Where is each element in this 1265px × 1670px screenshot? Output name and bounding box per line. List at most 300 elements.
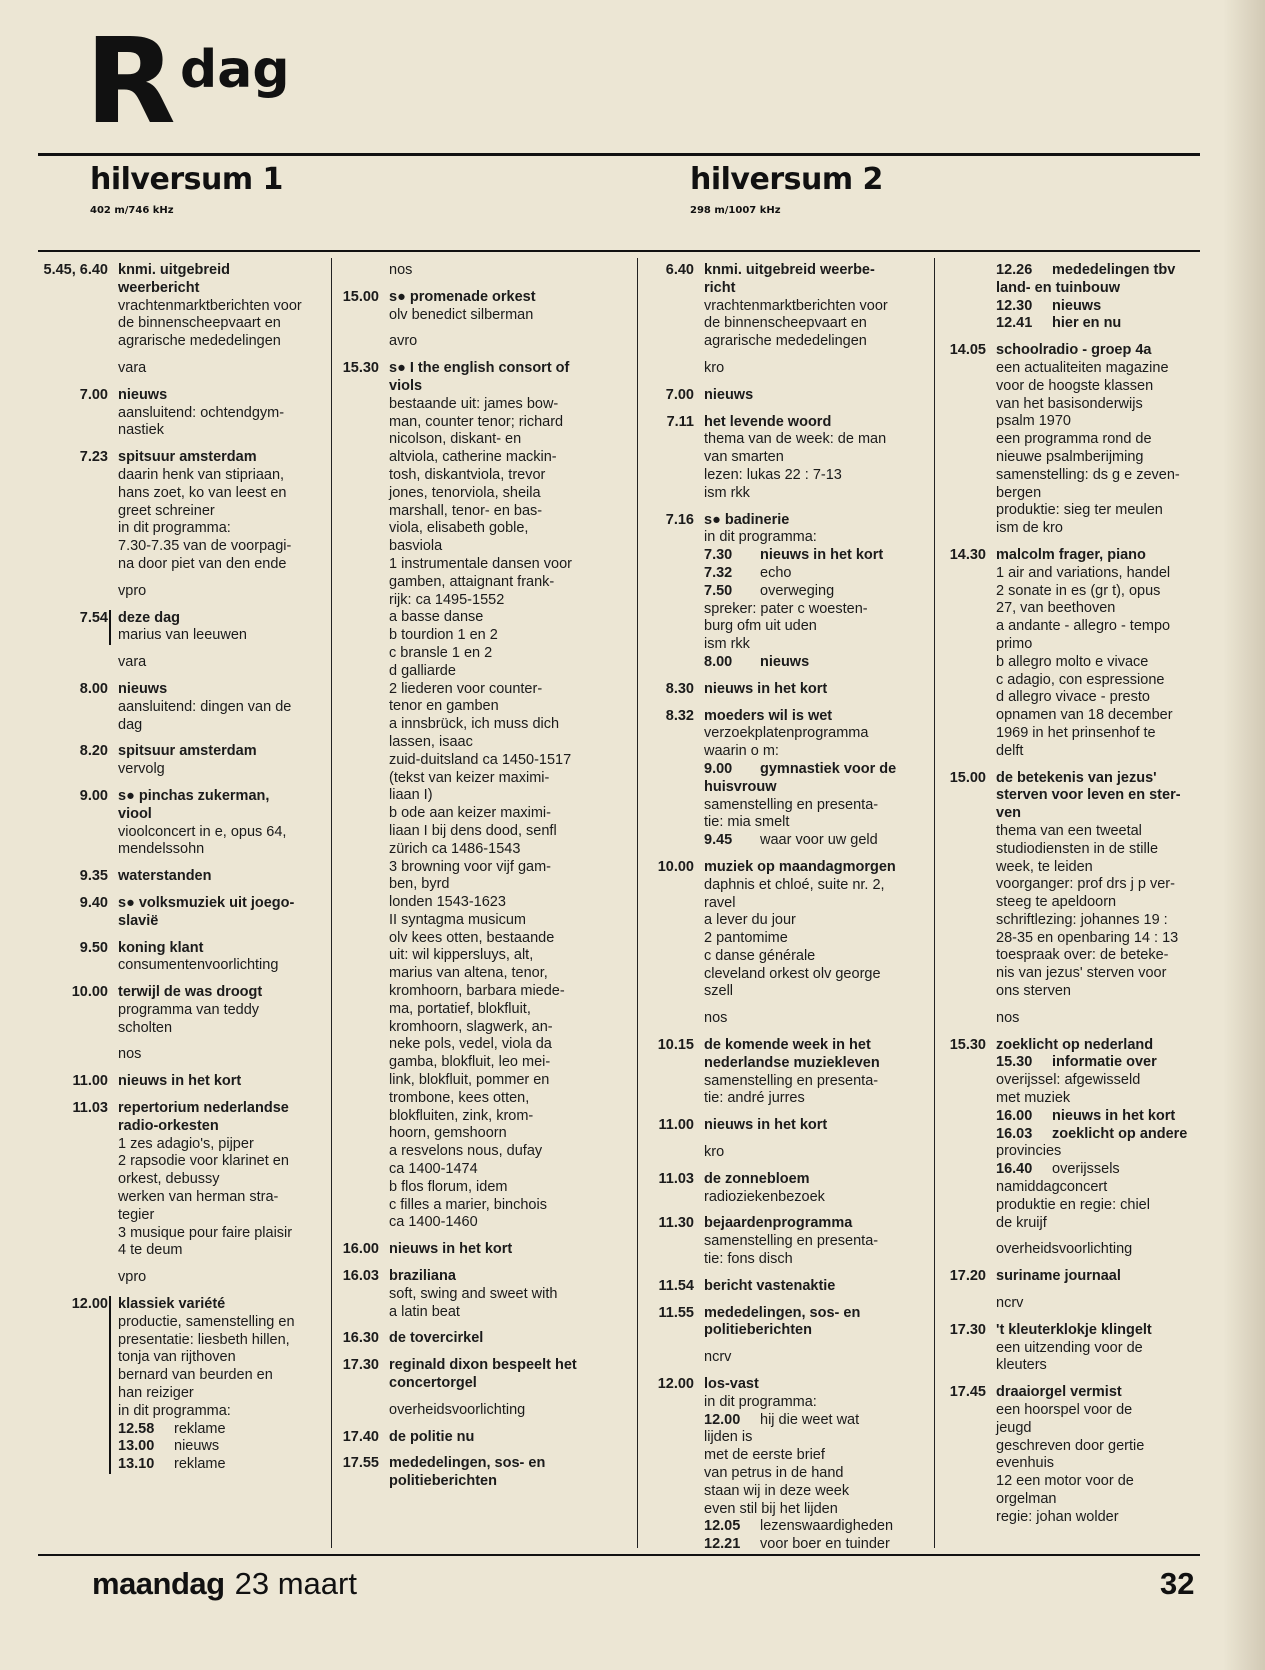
program-body xyxy=(118,984,323,1037)
program-detail: in dit programma: xyxy=(118,520,231,537)
program-detail: c danse générale xyxy=(704,947,816,964)
program-entry xyxy=(329,333,629,351)
program-body xyxy=(118,1073,323,1091)
program-time: 11.54 xyxy=(658,1277,694,1294)
program-title: richt xyxy=(704,279,736,296)
program-detail: huisvrouw xyxy=(704,778,777,795)
sub-program-title: hij die weet wat xyxy=(760,1411,860,1428)
program-time: 7.00 xyxy=(665,386,694,403)
program-detail: samenstelling en presenta- xyxy=(704,796,879,813)
schedule-column-hilversum2-b xyxy=(931,262,1211,1527)
program-body xyxy=(389,1241,629,1259)
program-body xyxy=(118,387,323,440)
program-time: 14.30 xyxy=(949,546,986,563)
program-entry xyxy=(622,1305,928,1341)
program-detail: vara xyxy=(118,359,147,376)
program-time: 9.35 xyxy=(79,868,108,885)
program-title: ven xyxy=(996,805,1021,822)
station-header-2 xyxy=(690,162,883,216)
program-detail: 3 musique pour faire plaisir xyxy=(118,1224,293,1241)
program-detail: 2 pantomime xyxy=(704,930,788,947)
program-detail: (tekst van keizer maximi- xyxy=(389,769,550,786)
program-detail: even stil bij het lijden xyxy=(704,1500,838,1517)
program-detail: lijden is xyxy=(704,1429,753,1446)
program-time: 8.00 xyxy=(79,680,108,697)
sub-program-title: echo xyxy=(760,564,792,581)
program-detail: 12 een motor voor de xyxy=(996,1473,1134,1490)
program-time: 15.00 xyxy=(949,769,986,786)
sub-program xyxy=(996,1161,1211,1179)
program-detail: primo xyxy=(996,635,1033,652)
sub-program-title: nieuws xyxy=(174,1438,220,1455)
program-body xyxy=(118,583,323,601)
program-detail: mendelssohn xyxy=(118,841,205,858)
program-title: de zonnebloem xyxy=(704,1170,810,1187)
program-detail: orkest, debussy xyxy=(118,1171,220,1188)
program-detail: b ode aan keizer maximi- xyxy=(389,805,551,822)
program-detail: overheidsvoorlichting xyxy=(996,1241,1133,1258)
program-body xyxy=(118,743,323,779)
program-title: nederlandse muziekleven xyxy=(704,1054,880,1071)
program-detail: nos xyxy=(704,1010,728,1027)
program-title: draaiorgel vermist xyxy=(996,1384,1122,1401)
program-detail: tie: andré jurres xyxy=(704,1090,805,1107)
program-entry xyxy=(931,1322,1211,1375)
program-detail: scholten xyxy=(118,1019,173,1036)
sub-program-time: 8.00 xyxy=(704,653,733,670)
program-title: koning klant xyxy=(118,939,204,956)
program-detail: toespraak over: de beteke- xyxy=(996,947,1169,964)
program-detail: hans zoet, ko van leest en xyxy=(118,484,287,501)
program-detail: verzoekplatenprogramma xyxy=(704,725,869,742)
program-detail: ravel xyxy=(704,894,736,911)
program-entry xyxy=(329,289,629,325)
program-detail: a basse danse xyxy=(389,609,484,626)
program-body xyxy=(704,1171,928,1207)
program-time: 11.00 xyxy=(72,1073,108,1090)
program-body xyxy=(118,1046,323,1064)
program-detail: szell xyxy=(704,983,734,1000)
program-detail: ca 1400-1460 xyxy=(389,1214,478,1231)
program-entry xyxy=(622,414,928,503)
program-entry xyxy=(622,1376,928,1554)
program-body xyxy=(996,1037,1211,1233)
program-body xyxy=(704,360,928,378)
program-title: zoeklicht op nederland xyxy=(996,1036,1154,1053)
program-body xyxy=(389,1330,629,1348)
sub-program-time: 7.32 xyxy=(704,564,733,581)
program-detail: tegier xyxy=(118,1206,155,1223)
program-time: 7.11 xyxy=(666,413,694,430)
program-entry xyxy=(36,654,323,672)
program-detail: 28-35 en openbaring 14 : 13 xyxy=(996,929,1179,946)
program-detail: 3 browning voor vijf gam- xyxy=(389,858,551,875)
program-body xyxy=(118,262,323,351)
program-entry xyxy=(36,743,323,779)
sub-program-time: 16.03 xyxy=(996,1125,1033,1142)
program-detail: lassen, isaac xyxy=(389,733,473,750)
program-entry xyxy=(36,1100,323,1260)
program-entry xyxy=(931,262,1211,333)
program-entry xyxy=(329,1268,629,1321)
program-body xyxy=(389,360,629,1232)
program-entry xyxy=(931,547,1211,761)
program-detail: basviola xyxy=(389,538,443,555)
program-title: s● I the english consort of xyxy=(389,360,570,377)
program-title: bejaardenprogramma xyxy=(704,1215,853,1232)
program-detail: nastiek xyxy=(118,422,164,439)
section-rule xyxy=(38,250,1200,252)
program-detail: radioziekenbezoek xyxy=(704,1188,825,1205)
program-detail: de binnenscheepvaart en xyxy=(704,315,867,332)
sub-program-time: 12.00 xyxy=(704,1411,741,1428)
program-detail: in dit programma: xyxy=(118,1402,231,1419)
sub-program-title: hier en nu xyxy=(1052,315,1122,332)
program-title: weerbericht xyxy=(118,279,200,296)
program-time: 14.05 xyxy=(949,342,986,359)
program-detail: 2 sonate in es (gr t), opus xyxy=(996,582,1161,599)
program-time: 11.03 xyxy=(72,1100,108,1117)
program-entry xyxy=(622,1037,928,1108)
program-detail: week, te leiden xyxy=(996,858,1093,875)
program-detail: van petrus in de hand xyxy=(704,1465,844,1482)
program-detail: met muziek xyxy=(996,1090,1071,1107)
program-entry xyxy=(931,1010,1211,1028)
program-detail: staan wij in deze week xyxy=(704,1482,850,1499)
program-detail: agrarische mededelingen xyxy=(704,333,867,350)
program-title: nieuws xyxy=(704,386,754,403)
program-detail: liaan I bij dens dood, senfl xyxy=(389,822,557,839)
program-time: 8.32 xyxy=(665,707,694,724)
program-entry xyxy=(931,1295,1211,1313)
program-entry xyxy=(36,681,323,734)
program-detail: ism rkk xyxy=(704,636,750,653)
program-detail: overheidsvoorlichting xyxy=(389,1401,526,1418)
program-title: s● volksmuziek uit joego- xyxy=(118,894,295,911)
program-title: de komende week in het xyxy=(704,1037,871,1054)
program-body xyxy=(118,654,323,672)
program-entry xyxy=(36,262,323,351)
logo-letter: R xyxy=(85,12,172,150)
program-detail: namiddagconcert xyxy=(996,1179,1108,1196)
program-detail: psalm 1970 xyxy=(996,413,1071,430)
program-detail: vpro xyxy=(118,1269,147,1286)
program-detail: ism de kro xyxy=(996,520,1063,537)
program-detail: van het basisonderwijs xyxy=(996,395,1143,412)
program-body xyxy=(389,1357,629,1393)
program-detail: a latin beat xyxy=(389,1303,460,1320)
program-detail: link, blokfluit, pommer en xyxy=(389,1072,550,1089)
program-detail: marshall, tenor- en bas- xyxy=(389,502,543,519)
program-body xyxy=(389,1268,629,1321)
program-title: viols xyxy=(389,377,423,394)
sub-program-time: 7.50 xyxy=(704,582,733,599)
program-detail: ben, byrd xyxy=(389,876,450,893)
program-title: de betekenis van jezus' xyxy=(996,769,1157,786)
program-detail: altviola, catherine mackin- xyxy=(389,449,557,466)
program-title: de tovercirkel xyxy=(389,1330,484,1347)
program-detail: een programma rond de xyxy=(996,431,1152,448)
footer-rule xyxy=(38,1554,1200,1556)
program-detail: programma van teddy xyxy=(118,1001,260,1018)
program-detail: 7.30-7.35 van de voorpagi- xyxy=(118,538,292,555)
sub-program-time: 16.40 xyxy=(996,1161,1033,1178)
program-detail: a innsbrück, ich muss dich xyxy=(389,716,560,733)
program-title: mededelingen, sos- en xyxy=(704,1304,861,1321)
program-detail: tosh, diskantviola, trevor xyxy=(389,466,546,483)
program-title: muziek op maandagmorgen xyxy=(704,858,896,875)
program-body xyxy=(389,333,629,351)
program-detail: land- en tuinbouw xyxy=(996,279,1121,296)
program-detail: kromhoorn, barbara miede- xyxy=(389,983,565,1000)
logo-word: dag xyxy=(180,40,290,100)
program-entry xyxy=(36,387,323,440)
sub-program xyxy=(704,1518,928,1536)
program-entry xyxy=(622,1171,928,1207)
program-detail: tie: fons disch xyxy=(704,1251,793,1268)
program-detail: c filles a marier, binchois xyxy=(389,1196,547,1213)
program-entry xyxy=(36,583,323,601)
program-title: suriname journaal xyxy=(996,1268,1121,1285)
program-body xyxy=(118,449,323,574)
program-entry xyxy=(36,788,323,859)
program-detail: II syntagma musicum xyxy=(389,911,526,928)
program-body xyxy=(704,859,928,1001)
program-detail: jones, tenorviola, sheila xyxy=(389,484,541,501)
sub-program xyxy=(704,1412,928,1430)
program-entry xyxy=(36,360,323,378)
program-entry xyxy=(931,1037,1211,1233)
program-entry xyxy=(36,1046,323,1064)
program-time: 9.00 xyxy=(79,787,108,804)
program-body xyxy=(704,1278,928,1296)
program-body xyxy=(389,1402,629,1420)
program-title: de politie nu xyxy=(389,1428,475,1445)
program-entry xyxy=(329,262,629,280)
sub-program-title: nieuws in het kort xyxy=(760,547,884,564)
schedule-column-hilversum1-a xyxy=(36,262,323,1474)
program-detail: voor de hoogste klassen xyxy=(996,377,1154,394)
program-detail: een uitzending voor de xyxy=(996,1339,1143,1356)
program-entry xyxy=(329,1241,629,1259)
program-detail: delft xyxy=(996,742,1024,759)
program-title: s● pinchas zukerman, xyxy=(118,787,270,804)
program-title: nieuws in het kort xyxy=(704,1117,828,1134)
program-body xyxy=(118,1269,323,1287)
program-detail: tie: mia smelt xyxy=(704,814,790,831)
program-detail: ons sterven xyxy=(996,983,1071,1000)
program-entry xyxy=(931,770,1211,1001)
sub-program-title: gymnastiek voor de xyxy=(760,760,897,777)
program-body xyxy=(996,547,1211,761)
program-detail: vrachtenmarktberichten voor xyxy=(118,297,302,314)
program-entry xyxy=(329,1455,629,1491)
sub-program-time: 12.58 xyxy=(118,1420,155,1437)
program-detail: geschreven door gertie xyxy=(996,1437,1145,1454)
program-title: politieberichten xyxy=(389,1473,497,1490)
program-detail: 27, van beethoven xyxy=(996,600,1116,617)
program-title: malcolm frager, piano xyxy=(996,546,1146,563)
program-detail: kro xyxy=(704,359,725,376)
program-body xyxy=(996,1384,1211,1526)
program-detail: evenhuis xyxy=(996,1455,1055,1472)
program-entry xyxy=(622,1010,928,1028)
sub-program xyxy=(118,1456,323,1474)
program-time: 5.45, 6.40 xyxy=(43,262,108,278)
program-detail: trombone, kees otten, xyxy=(389,1089,530,1106)
program-body xyxy=(109,610,323,646)
sub-program-title: reklame xyxy=(174,1456,226,1473)
program-body xyxy=(118,895,323,931)
program-body xyxy=(704,1349,928,1367)
program-detail: thema van een tweetal xyxy=(996,822,1142,839)
program-detail: regie: johan wolder xyxy=(996,1508,1119,1525)
program-entry xyxy=(622,708,928,850)
sub-program xyxy=(996,298,1211,316)
sub-program xyxy=(704,547,928,565)
program-entry xyxy=(36,868,323,886)
program-detail: voorganger: prof drs j p ver- xyxy=(996,876,1175,893)
program-detail: overijssel: afgewisseld xyxy=(996,1072,1141,1089)
program-body xyxy=(109,1296,323,1474)
sub-program xyxy=(704,565,928,583)
program-detail: avro xyxy=(389,333,418,350)
program-body xyxy=(389,1455,629,1491)
sub-program-time: 12.05 xyxy=(704,1518,741,1535)
program-detail: 2 rapsodie voor klarinet en xyxy=(118,1153,289,1170)
station-header-1 xyxy=(90,162,283,216)
program-detail: van smarten xyxy=(704,449,784,466)
program-detail: soft, swing and sweet with xyxy=(389,1285,558,1302)
sub-program-time: 9.00 xyxy=(704,760,733,777)
program-entry xyxy=(931,1268,1211,1286)
station-frequency: 298 m/1007 kHz xyxy=(690,205,781,216)
sub-program-title: reklame xyxy=(174,1420,226,1437)
program-title: knmi. uitgebreid weerbe- xyxy=(704,262,875,278)
program-body xyxy=(996,262,1211,333)
sub-program-time: 12.30 xyxy=(996,297,1033,314)
program-detail: bernard van beurden en xyxy=(118,1367,273,1384)
program-detail: viola, elisabeth goble, xyxy=(389,520,529,537)
program-time: 8.30 xyxy=(665,680,694,697)
program-detail: opnamen van 18 december xyxy=(996,707,1173,724)
program-detail: werken van herman stra- xyxy=(118,1189,279,1206)
program-body xyxy=(704,1376,928,1554)
sub-program-time: 15.30 xyxy=(996,1054,1033,1071)
sub-program-title: informatie over xyxy=(1052,1054,1157,1071)
program-detail: jeugd xyxy=(996,1419,1032,1436)
program-detail: marius van leeuwen xyxy=(118,627,247,644)
program-entry xyxy=(622,1215,928,1268)
program-detail: met de eerste brief xyxy=(704,1447,825,1464)
program-time: 12.00 xyxy=(657,1376,694,1393)
program-detail: studiodiensten in de stille xyxy=(996,840,1159,857)
program-body xyxy=(704,1215,928,1268)
program-detail: blokfluiten, zink, krom- xyxy=(389,1107,534,1124)
program-detail: zuid-duitsland ca 1450-1517 xyxy=(389,751,572,768)
program-body xyxy=(704,512,928,672)
sub-program-time: 13.10 xyxy=(118,1456,155,1473)
sub-program-time: 9.45 xyxy=(704,832,733,849)
program-detail: ncrv xyxy=(996,1295,1024,1312)
program-title: concertorgel xyxy=(389,1375,477,1392)
program-detail: neke pols, vedel, viola da xyxy=(389,1036,552,1053)
program-entry xyxy=(36,895,323,931)
program-body xyxy=(704,1010,928,1028)
program-time: 16.00 xyxy=(342,1241,379,1258)
sub-program-title: zoeklicht op andere xyxy=(1052,1125,1188,1142)
sub-program-title: nieuws xyxy=(760,653,810,670)
program-detail: thema van de week: de man xyxy=(704,431,887,448)
program-detail: b flos florum, idem xyxy=(389,1178,508,1195)
program-body xyxy=(118,868,323,886)
program-time: 9.50 xyxy=(79,939,108,956)
sub-program xyxy=(996,1054,1211,1072)
program-detail: kro xyxy=(704,1144,725,1161)
program-detail: orgelman xyxy=(996,1491,1057,1507)
station-name: hilversum 2 xyxy=(690,162,883,197)
program-entry xyxy=(36,1296,323,1474)
program-body xyxy=(704,1117,928,1135)
program-time: 9.40 xyxy=(79,894,108,911)
station-frequency: 402 m/746 kHz xyxy=(90,205,174,216)
program-detail: in dit programma: xyxy=(704,1393,817,1410)
program-detail: vrachtenmarktberichten voor xyxy=(704,297,888,314)
program-time: 17.30 xyxy=(949,1321,986,1338)
program-detail: a lever du jour xyxy=(704,912,796,929)
program-detail: dag xyxy=(118,716,143,733)
program-detail: b allegro molto e vivace xyxy=(996,653,1149,670)
program-detail: 2 liederen voor counter- xyxy=(389,680,543,697)
program-detail: han reiziger xyxy=(118,1385,194,1402)
program-entry xyxy=(329,1429,629,1447)
program-detail: produktie: sieg ter meulen xyxy=(996,502,1163,519)
program-detail: steeg te apeldoorn xyxy=(996,894,1117,911)
program-entry xyxy=(36,984,323,1037)
program-entry xyxy=(36,449,323,574)
program-detail: nos xyxy=(996,1009,1020,1026)
program-detail: nis van jezus' sterven voor xyxy=(996,965,1167,982)
program-body xyxy=(704,708,928,850)
sub-program xyxy=(704,654,928,672)
sub-program-title: nieuws xyxy=(1052,297,1102,314)
program-body xyxy=(118,360,323,378)
program-entry xyxy=(329,1330,629,1348)
program-detail: vervolg xyxy=(118,761,165,778)
program-detail: schriftlezing: johannes 19 : xyxy=(996,911,1168,928)
sub-program xyxy=(704,832,928,850)
program-body xyxy=(704,262,928,351)
program-time: 12.00 xyxy=(71,1296,108,1313)
program-body xyxy=(118,681,323,734)
sub-program xyxy=(118,1421,323,1439)
program-detail: nicolson, diskant- en xyxy=(389,431,522,448)
program-time: 7.54 xyxy=(79,609,108,626)
page-edge-shadow xyxy=(1223,0,1265,1670)
program-entry xyxy=(931,342,1211,538)
program-detail: nieuwe psalmberijming xyxy=(996,448,1144,465)
program-detail: tonja van rijthoven xyxy=(118,1349,236,1366)
program-body xyxy=(996,1010,1211,1028)
sub-program-title: overijssels xyxy=(1052,1161,1120,1178)
program-time: 8.20 xyxy=(79,743,108,760)
program-entry xyxy=(622,859,928,1001)
program-detail: lezen: lukas 22 : 7-13 xyxy=(704,466,842,483)
program-entry xyxy=(329,1357,629,1393)
program-detail: daphnis et chloé, suite nr. 2, xyxy=(704,876,885,893)
sub-program-time: 12.26 xyxy=(996,262,1033,278)
program-detail: rijk: ca 1495-1552 xyxy=(389,591,505,608)
